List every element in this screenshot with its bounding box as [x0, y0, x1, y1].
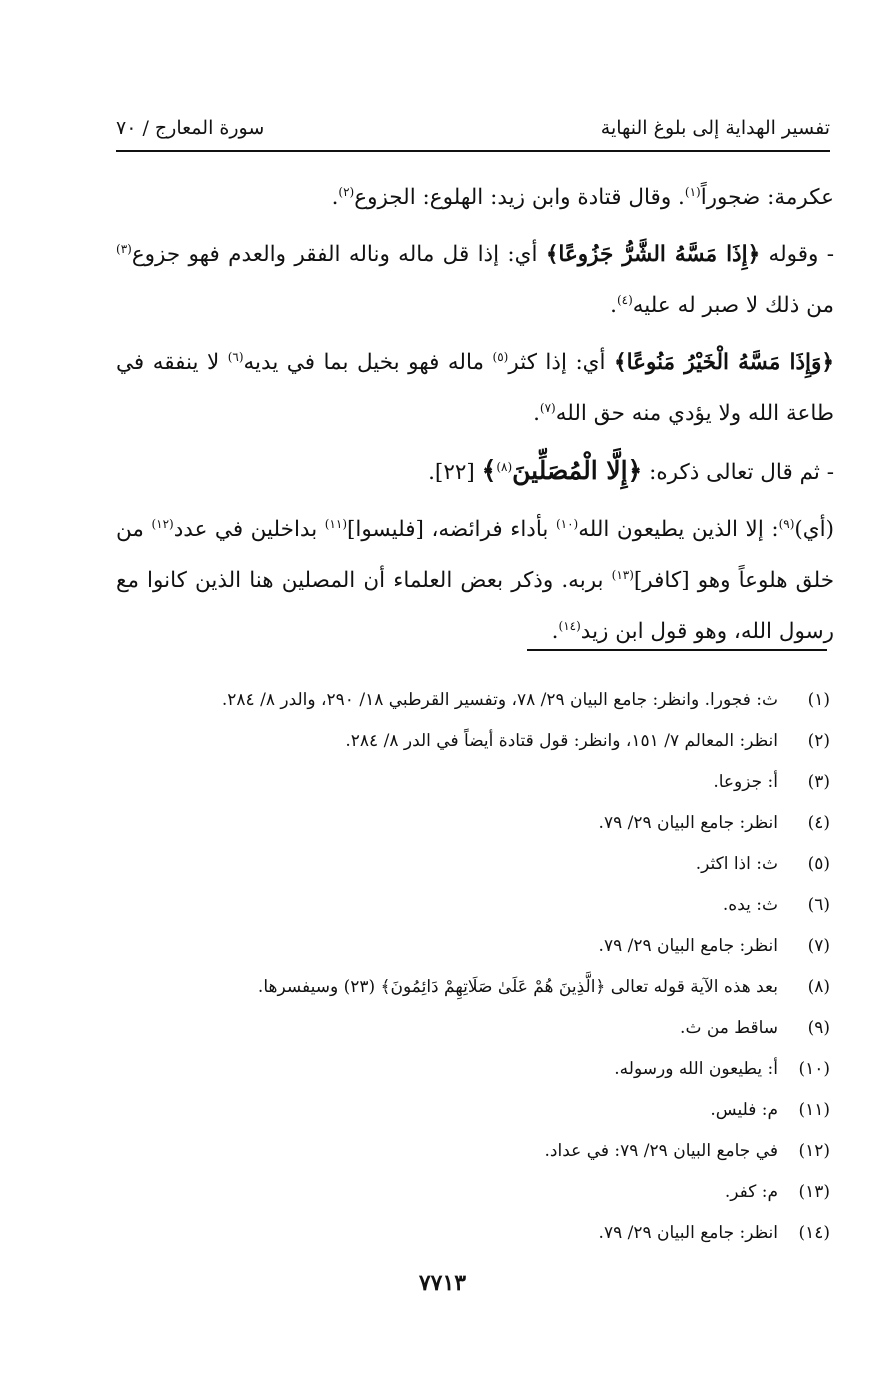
footnote-number: (٨) — [807, 977, 830, 997]
footnote-text: ث: فجورا. وانظر: جامع البيان ٢٩/ ٧٨، وتفسير القرطبي ١٨/ ٢٩٠، والدر ٨/ ٢٨٤. — [221, 690, 778, 710]
footnote — [116, 762, 830, 803]
footnote-number: (٥) — [807, 854, 830, 874]
footnote-text: ث: يده. — [722, 895, 778, 915]
footnote-number: (١١) — [798, 1100, 830, 1120]
footnote — [116, 926, 830, 967]
footnote-number: (٩) — [807, 1018, 830, 1038]
footnote-number: (٦) — [807, 895, 830, 915]
footnote-ref-9: (٩) — [778, 516, 795, 531]
footnote — [116, 885, 830, 926]
footnote-ref-10: (١٠) — [555, 516, 579, 531]
footnote — [116, 1172, 830, 1213]
footnote-text: م: كفر. — [724, 1182, 778, 1202]
surah-page-label: سورة المعارج / ٧٠ — [116, 117, 265, 139]
footnote-ref-12: (١٢) — [151, 516, 174, 531]
footnote — [116, 967, 830, 1008]
footnote-number: (٣) — [807, 772, 830, 792]
footnote-ref-5: (٥) — [492, 349, 509, 364]
footnote-ref-6: (٦) — [227, 349, 244, 364]
paragraph-4: - ثم قال تعالى ذكره: ﴿إِلَّا الْمُصَلِّينَ$^{(٨)}$﴾ [٢٢]. — [428, 456, 834, 485]
footnote-text: ساقط من ث. — [680, 1018, 778, 1038]
footnote-text: أ: جزوعا. — [713, 772, 778, 792]
footnote — [116, 721, 830, 762]
footnote-ref-7: (٧) — [539, 400, 556, 415]
footnote — [116, 1131, 830, 1172]
footnote — [116, 844, 830, 885]
footnote-ref-1: (١) — [684, 184, 701, 199]
footnote-ref-8: (٨) — [496, 459, 513, 474]
footnote-text: أ: يطيعون الله ورسوله. — [614, 1059, 778, 1079]
footnote-text: انظر: جامع البيان ٢٩/ ٧٩. — [598, 813, 778, 833]
footnote-ref-11: (١١) — [324, 516, 347, 531]
main-text — [116, 172, 834, 657]
page-number: ٧٧١٣ — [418, 1270, 467, 1296]
paragraph-3: ﴿وَإِذَا مَسَّهُ الْخَيْرُ مَنُوعًا﴾ أي: إذا كثر$^{(٥)}$ ماله فهو بخيل بما في يديه$^{(٦)}$ لا ينفقه في طاعة الله ولا يؤدي منه حق الله$^{(٧)}$. — [116, 349, 834, 426]
footnote — [116, 1213, 830, 1254]
footnote-text: م: فليس. — [710, 1100, 778, 1120]
footnote — [116, 1090, 830, 1131]
footnote-text: ث: اذا اكثر. — [695, 854, 778, 874]
paragraph-5: (أي)$^{(٩)}$: إلا الذين يطيعون الله$^{(١٠)}$ بأداء فرائضه، [فليسوا]$^{(١١)}$ بداخلين في عدد$^{(١٢)}$ من خلق هلوعاً وهو [كافر]$^{(١٣)}$ بربه. وذكر بعض العلماء أن المصلين هنا الذين كانوا مع رسول الله، وهو قول ابن زيد$^{(١٤)}$. — [116, 516, 834, 644]
footnote — [116, 1008, 830, 1049]
footnote-number: (١) — [807, 690, 830, 710]
footnote-text: انظر: المعالم ٧/ ١٥١، وانظر: قول قتادة أيضاً في الدر ٨/ ٢٨٤. — [345, 731, 778, 751]
running-header — [116, 106, 830, 152]
paragraph-1: عكرمة: ضجوراً$^{(١)}$. وقال قتادة وابن زيد: الهلوع: الجزوع$^{(٢)}$. — [331, 184, 834, 210]
footnote-ref-2: (٢) — [338, 184, 355, 199]
footnote-ref-13: (١٣) — [611, 567, 634, 582]
footnote-number: (١٢) — [798, 1141, 830, 1161]
footnote-number: (٢) — [807, 731, 830, 751]
footnote-text: انظر: جامع البيان ٢٩/ ٧٩. — [598, 1223, 778, 1243]
footnote-ref-3: (٣) — [116, 241, 132, 256]
book-title: تفسير الهداية إلى بلوغ النهاية — [600, 117, 830, 139]
footnote — [116, 1049, 830, 1090]
quran-verse: ﴿إِلَّا الْمُصَلِّينَ — [512, 456, 643, 485]
footnote-number: (٧) — [807, 936, 830, 956]
footnote-text: بعد هذه الآية قوله تعالى ﴿الَّذِينَ هُمْ عَلَىٰ صَلَاتِهِمْ دَائِمُونَ﴾ (٢٣) وسيفسرها. — [257, 977, 778, 997]
footnote-text: انظر: جامع البيان ٢٩/ ٧٩. — [598, 936, 778, 956]
footnote-number: (٤) — [807, 813, 830, 833]
footnote-divider — [527, 649, 827, 651]
footnote — [116, 680, 830, 721]
footnote-number: (١٤) — [798, 1223, 830, 1243]
footnote-ref-14: (١٤) — [558, 618, 581, 633]
footnote-ref-4: (٤) — [616, 292, 633, 307]
paragraph-2: - وقوله ﴿إِذَا مَسَّهُ الشَّرُّ جَزُوعًا﴾ أي: إذا قل ماله وناله الفقر والعدم فهو جزوع$^{(٣)}$ من ذلك لا صبر له عليه$^{(٤)}$. — [116, 241, 834, 318]
quran-verse: ﴿وَإِذَا مَسَّهُ الْخَيْرُ مَنُوعًا﴾ — [613, 350, 834, 375]
footnote — [116, 803, 830, 844]
footnotes — [116, 680, 830, 1254]
footnote-number: (١٠) — [798, 1059, 830, 1079]
footnote-number: (١٣) — [798, 1182, 830, 1202]
footnote-text: في جامع البيان ٢٩/ ٧٩: في عداد. — [544, 1141, 778, 1161]
verse-number: [٢٢]. — [428, 460, 482, 485]
quran-verse: ﴿إِذَا مَسَّهُ الشَّرُّ جَزُوعًا﴾ — [545, 242, 761, 267]
